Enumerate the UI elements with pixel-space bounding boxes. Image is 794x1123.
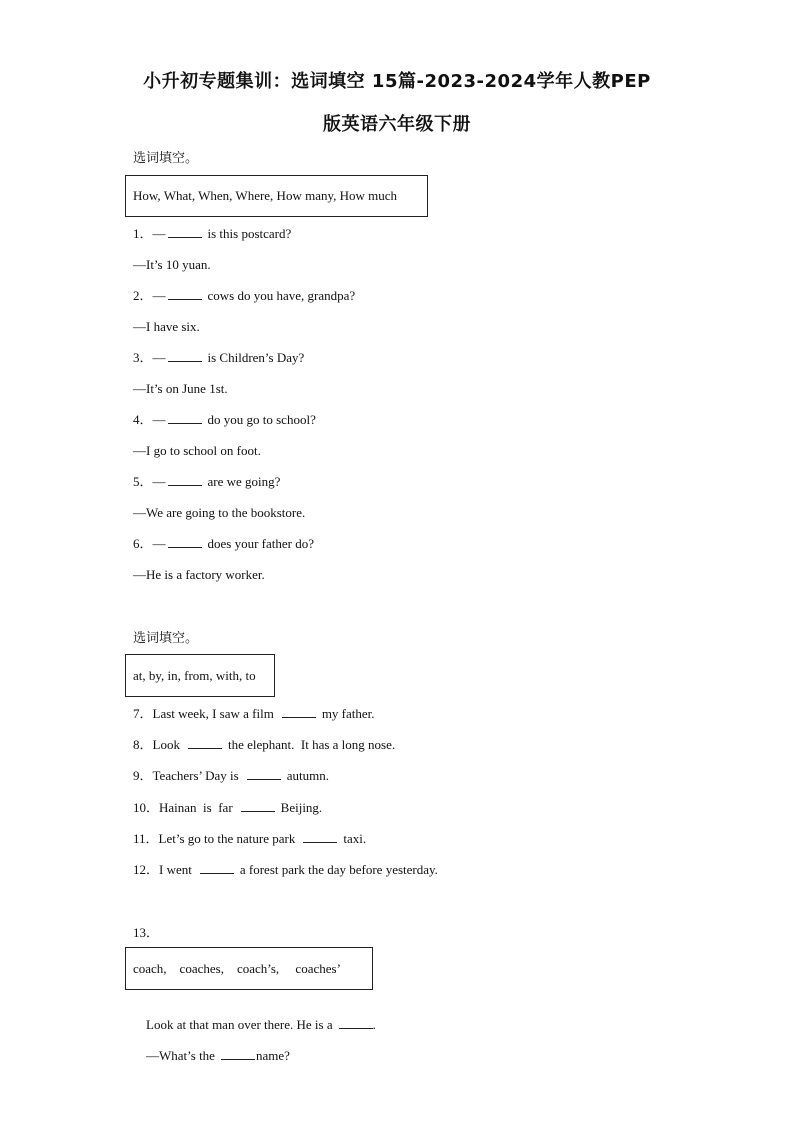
answer-blank[interactable] <box>241 799 275 812</box>
answer-blank[interactable] <box>168 411 202 424</box>
question-text-after: a forest park the day before yesterday. <box>239 862 438 877</box>
section2-word-box <box>125 654 275 697</box>
answer-blank[interactable] <box>282 705 316 718</box>
question-dash: — <box>152 288 166 303</box>
question-text-after: autumn. <box>286 768 329 784</box>
answer-line: —It’s on June 1st. <box>133 381 228 396</box>
answer-blank[interactable] <box>168 225 202 238</box>
question-number: 7． <box>133 706 153 721</box>
question-row <box>133 861 438 879</box>
section3-word-list: coach, coaches, coach’s, coaches’ <box>133 960 341 976</box>
question-text-after: taxi. <box>343 830 367 846</box>
question-number: 1． <box>133 226 153 241</box>
section1-word-box <box>125 175 428 217</box>
question-dash: — <box>152 536 166 551</box>
question-dash: — <box>152 226 166 241</box>
question-text: do you go to school? <box>207 412 316 427</box>
page-title-line2: 版英语六年级下册 <box>323 114 471 135</box>
question-number: 5． <box>133 474 153 489</box>
question-row <box>133 535 314 553</box>
section1-word-list: How, What, When, Where, How many, How much <box>133 188 398 203</box>
question-number: 4． <box>133 412 153 427</box>
question-13-line2 <box>133 1029 290 1083</box>
question-number: 2． <box>133 288 153 303</box>
question-13-line2-end: name? <box>255 1048 290 1063</box>
question-dash: — <box>152 350 166 365</box>
question-13-number: 13． <box>133 925 160 940</box>
answer-blank[interactable] <box>200 861 234 874</box>
question-text-before: Look <box>152 737 180 753</box>
question-number: 9． <box>133 768 153 784</box>
answer-line: —It’s 10 yuan. <box>133 257 211 272</box>
question-13-line2-text: —What’s the <box>146 1048 215 1063</box>
answer-blank[interactable] <box>188 736 222 749</box>
answer-blank[interactable] <box>168 535 202 548</box>
page-title-line1: 小升初专题集训：选词填空 15篇-2023-2024学年人教PEP <box>143 71 651 92</box>
answer-blank[interactable] <box>247 767 281 780</box>
question-text: does your father do? <box>207 536 315 551</box>
answer-blank[interactable] <box>168 473 202 486</box>
question-row <box>133 473 280 491</box>
question-text-after: my father. <box>321 706 375 721</box>
answer-blank[interactable] <box>221 1047 255 1060</box>
section2-word-list: at, by, in, from, with, to <box>133 667 256 683</box>
answer-line: —He is a factory worker. <box>133 567 265 582</box>
question-number: 8． <box>133 737 153 753</box>
question-text-before: Last week, I saw a film <box>152 706 274 721</box>
question-13-line1-text: Look at that man over there. He is a <box>146 1017 333 1032</box>
question-text-after: the elephant. It has a long nose. <box>227 737 396 753</box>
question-text-before: I went <box>159 862 192 877</box>
question-text: are we going? <box>207 474 281 489</box>
question-row <box>133 349 304 367</box>
question-row <box>133 287 355 305</box>
question-number: 10． <box>133 799 160 815</box>
answer-blank[interactable] <box>303 830 337 843</box>
question-row <box>133 225 291 243</box>
question-number: 11． <box>133 830 159 846</box>
question-number: 6． <box>133 536 153 551</box>
question-number: 12． <box>133 862 160 877</box>
question-row <box>133 830 366 848</box>
section2-instruction: 选词填空。 <box>133 631 199 646</box>
section1-instruction: 选词填空。 <box>133 151 199 166</box>
question-row <box>133 736 395 754</box>
question-text-before: Let’s go to the nature park <box>158 830 296 846</box>
answer-blank[interactable] <box>168 349 202 362</box>
section3-word-box <box>125 947 373 990</box>
question-dash: — <box>152 474 166 489</box>
question-text: cows do you have, grandpa? <box>207 288 356 303</box>
question-row <box>133 411 316 429</box>
question-row <box>133 799 322 817</box>
question-13-line1-end: . <box>372 1017 376 1032</box>
question-row <box>133 705 375 723</box>
question-text: is this postcard? <box>207 226 292 241</box>
answer-line: —I go to school on foot. <box>133 443 261 458</box>
question-dash: — <box>152 412 166 427</box>
answer-blank[interactable] <box>339 1016 373 1029</box>
question-text-before: Hainan is far <box>159 799 233 815</box>
question-row <box>133 767 329 785</box>
answer-line: —We are going to the bookstore. <box>133 505 306 520</box>
answer-line: —I have six. <box>133 319 200 334</box>
question-text: is Children’s Day? <box>207 350 305 365</box>
question-text-before: Teachers’ Day is <box>152 768 239 784</box>
answer-blank[interactable] <box>168 287 202 300</box>
question-text-after: Beijing. <box>280 799 323 815</box>
question-number: 3． <box>133 350 153 365</box>
